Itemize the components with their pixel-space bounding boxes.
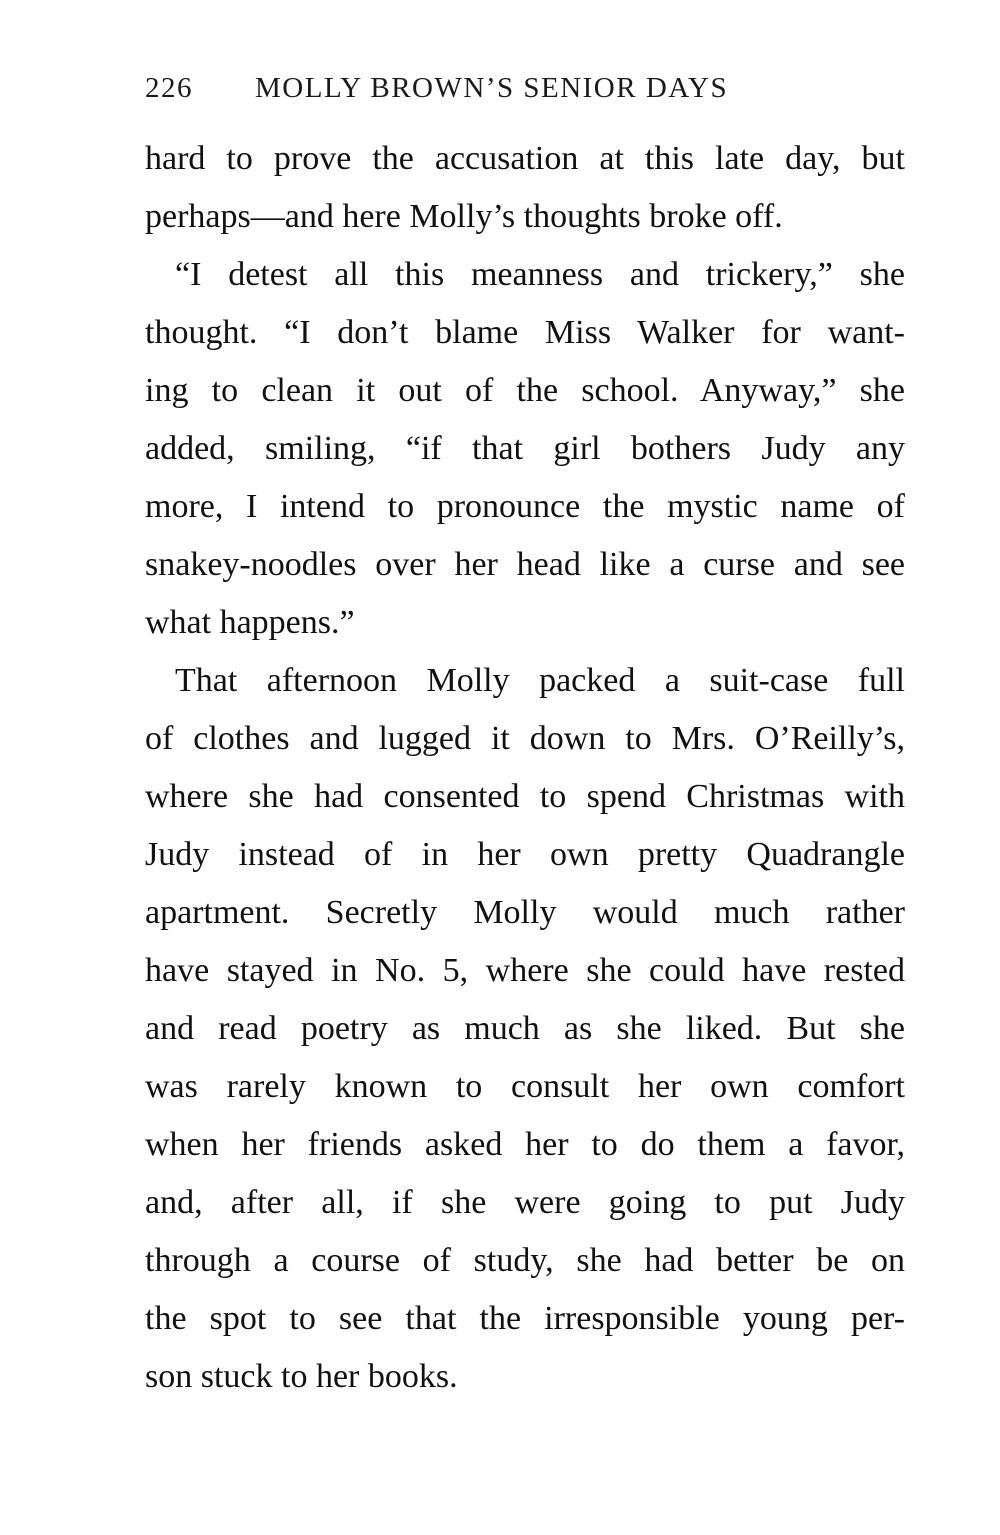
text-line: when her friends asked her to do them a favor, bbox=[145, 1126, 905, 1163]
running-head bbox=[145, 72, 795, 112]
text-line: the spot to see that the irresponsible young per- bbox=[145, 1300, 905, 1337]
text-line: through a course of study, she had better be on bbox=[145, 1242, 905, 1279]
text-line: more, I intend to pronounce the mystic name of bbox=[145, 488, 905, 525]
text-line: perhaps—and here Molly’s thoughts broke off. bbox=[145, 198, 783, 235]
text-line: where she had consented to spend Christmas with bbox=[145, 778, 905, 815]
paragraph bbox=[145, 652, 905, 1406]
text-line: snakey-noodles over her head like a curse and see bbox=[145, 546, 905, 583]
text-line: “I detest all this meanness and trickery,” she bbox=[175, 256, 905, 293]
text-line: That afternoon Molly packed a suit-case full bbox=[175, 662, 905, 699]
text-line: Judy instead of in her own pretty Quadrangle bbox=[145, 836, 905, 873]
text-line: what happens.” bbox=[145, 604, 355, 641]
book-title: MOLLY BROWN’S SENIOR DAYS bbox=[255, 72, 729, 104]
page-number: 226 bbox=[145, 72, 193, 104]
paragraph bbox=[145, 130, 905, 246]
text-line: and read poetry as much as she liked. But she bbox=[145, 1010, 905, 1047]
text-line: and, after all, if she were going to put Judy bbox=[145, 1184, 905, 1221]
text-line: thought. “I don’t blame Miss Walker for want- bbox=[145, 314, 905, 351]
text-line: was rarely known to consult her own comfort bbox=[145, 1068, 905, 1105]
text-line: have stayed in No. 5, where she could have rested bbox=[145, 952, 905, 989]
text-line: added, smiling, “if that girl bothers Judy any bbox=[145, 430, 905, 467]
text-line: ing to clean it out of the school. Anyway,” she bbox=[145, 372, 905, 409]
text-line: hard to prove the accusation at this late day, but bbox=[145, 140, 905, 177]
paragraph bbox=[145, 246, 905, 652]
body-text bbox=[145, 130, 905, 1406]
text-line: apartment. Secretly Molly would much rather bbox=[145, 894, 905, 931]
text-line: son stuck to her books. bbox=[145, 1358, 458, 1395]
text-line: of clothes and lugged it down to Mrs. O’Reilly’s, bbox=[145, 720, 905, 757]
